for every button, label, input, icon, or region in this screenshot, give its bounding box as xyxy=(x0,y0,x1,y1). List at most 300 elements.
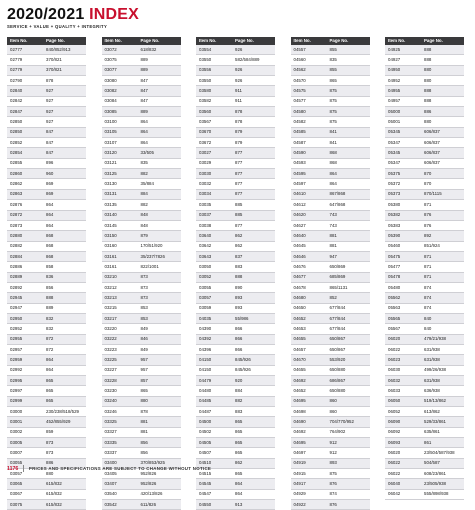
item-number: 03217 xyxy=(104,315,117,321)
item-number: 02872 xyxy=(10,212,23,218)
item-number: 03000 xyxy=(10,408,23,414)
page-reference: 888 xyxy=(424,98,432,104)
page-reference: 873 xyxy=(46,439,54,445)
page-reference: 889 xyxy=(140,57,148,63)
item-number: 03556 xyxy=(199,67,212,73)
item-number: 03059 xyxy=(199,305,212,311)
index-row xyxy=(196,397,275,407)
page-reference: 611/826 xyxy=(140,501,157,507)
page-reference: 499/26/938 xyxy=(424,367,446,373)
page-reference: 865 xyxy=(140,388,148,394)
index-row xyxy=(7,179,86,189)
index-row xyxy=(7,355,86,365)
page-title xyxy=(7,6,139,24)
page-reference: 870 xyxy=(424,170,432,176)
item-number: 04657 xyxy=(293,346,306,352)
item-number: 05347 xyxy=(388,160,401,166)
index-row xyxy=(7,397,86,407)
item-number: 02847 xyxy=(10,108,23,114)
item-number: 04610 xyxy=(293,191,306,197)
page-reference: 881 xyxy=(140,419,148,425)
item-number: 03150 xyxy=(104,232,117,238)
page-number-header: Page No. xyxy=(329,38,349,43)
item-number: 06052 xyxy=(388,408,401,414)
item-number: 04590 xyxy=(293,150,306,156)
page-reference: 370/821 xyxy=(46,67,62,73)
item-number: 03057 xyxy=(199,294,212,300)
page-reference: 877 xyxy=(235,150,243,156)
index-row xyxy=(7,490,86,500)
page-reference: 875 xyxy=(329,88,337,94)
item-number: 05477 xyxy=(388,263,401,269)
page-reference: 864 xyxy=(46,212,54,218)
page-reference: 893 xyxy=(235,305,243,311)
index-row xyxy=(385,386,464,396)
page-reference: 519/13/862 xyxy=(424,398,446,404)
page-reference: 704/770/952 xyxy=(329,419,354,425)
index-row xyxy=(102,448,181,458)
page-reference: 553/920 xyxy=(329,356,346,362)
index-column xyxy=(291,37,370,510)
item-number: 04692 xyxy=(293,377,306,383)
item-number: 03212 xyxy=(104,284,117,290)
item-number: 03227 xyxy=(104,367,117,373)
item-number: 04925 xyxy=(388,46,401,52)
item-number: 06093 xyxy=(388,439,401,445)
index-row xyxy=(7,324,86,334)
page-reference: 582/584/889 xyxy=(235,57,260,63)
index-row xyxy=(102,345,181,355)
index-row xyxy=(7,148,86,158)
page-reference: 877 xyxy=(235,222,243,228)
item-number: 06032 xyxy=(388,377,401,383)
item-number: 02777 xyxy=(10,46,23,52)
page-reference: 868 xyxy=(329,160,337,166)
page-reference: 615/832 xyxy=(46,501,62,507)
item-number: 05567 xyxy=(388,325,401,331)
index-row xyxy=(7,231,86,241)
item-number: 04392 xyxy=(199,336,212,342)
page-reference: 832 xyxy=(46,325,54,331)
index-row xyxy=(7,169,86,179)
item-number: 05345 xyxy=(388,150,401,156)
index-row xyxy=(385,117,464,127)
page-reference: 840/852/913 xyxy=(46,46,71,52)
page-reference: 871 xyxy=(424,201,432,207)
item-number: 04690 xyxy=(293,419,306,425)
item-number: 02884 xyxy=(10,253,23,259)
page-reference: 913 xyxy=(235,501,243,507)
index-row xyxy=(7,97,86,107)
page-reference: 853 xyxy=(140,305,148,311)
page-reference: 952/826 xyxy=(140,481,157,487)
page-reference: 865 xyxy=(235,429,243,435)
item-number: 06023 xyxy=(388,356,401,362)
index-row xyxy=(385,211,464,221)
item-number: 02889 xyxy=(10,274,23,280)
page-reference: 677/844 xyxy=(329,325,346,331)
index-row xyxy=(385,66,464,76)
item-number: 05565 xyxy=(388,315,401,321)
page-reference: 875 xyxy=(329,98,337,104)
index-row xyxy=(196,169,275,179)
index-row xyxy=(196,97,275,107)
index-row xyxy=(102,211,181,221)
page-reference: 864 xyxy=(329,181,337,187)
item-number: 04577 xyxy=(293,98,306,104)
page-reference: 855 xyxy=(329,46,337,52)
item-number: 04580 xyxy=(293,108,306,114)
index-row xyxy=(385,293,464,303)
index-row xyxy=(291,407,370,417)
index-row xyxy=(7,293,86,303)
item-number: 02779 xyxy=(10,67,23,73)
page-reference: 862 xyxy=(235,243,243,249)
item-number: 03001 xyxy=(10,419,23,425)
item-number: 04652 xyxy=(293,388,306,394)
index-row xyxy=(196,314,275,324)
index-row xyxy=(102,55,181,65)
page-reference: 23/504/587/938 xyxy=(424,450,455,456)
item-number: 03160 xyxy=(104,243,117,249)
index-row xyxy=(7,273,86,283)
page-reference: 650/880 xyxy=(329,367,346,373)
index-row xyxy=(196,252,275,262)
page-reference: 927 xyxy=(46,108,54,114)
item-number: 04575 xyxy=(293,88,306,94)
index-row xyxy=(102,500,181,510)
index-row xyxy=(291,438,370,448)
item-number: 02850 xyxy=(10,129,23,135)
item-number: 04562 xyxy=(293,67,306,73)
page-reference: 55/986 xyxy=(235,315,249,321)
page-reference: 868 xyxy=(329,150,337,156)
page-reference: 893 xyxy=(329,460,337,466)
index-row xyxy=(102,117,181,127)
page-reference: 865 xyxy=(235,470,243,476)
item-number: 03643 xyxy=(199,253,212,259)
index-row xyxy=(196,366,275,376)
item-number: 03550 xyxy=(199,77,212,83)
index-row xyxy=(196,479,275,489)
page-reference: 847 xyxy=(46,139,54,145)
page-reference: 877 xyxy=(235,191,243,197)
page-reference: 865 xyxy=(46,398,54,404)
page-reference: 874 xyxy=(424,305,432,311)
index-row xyxy=(102,262,181,272)
page-reference: 871 xyxy=(424,274,432,280)
item-number: 06042 xyxy=(388,491,401,497)
index-row xyxy=(102,438,181,448)
page-reference: 650/880 xyxy=(329,388,346,394)
page-reference: 874 xyxy=(424,294,432,300)
page-reference: 885 xyxy=(235,201,243,207)
item-number: 02992 xyxy=(10,367,23,373)
item-number: 03140 xyxy=(104,212,117,218)
index-header xyxy=(7,6,139,29)
page-reference: 865 xyxy=(235,439,243,445)
page-reference: 864 xyxy=(235,481,243,487)
item-number: 04035 xyxy=(199,315,212,321)
page-reference: 865 xyxy=(46,388,54,394)
index-row xyxy=(7,345,86,355)
index-row xyxy=(385,231,464,241)
index-row xyxy=(7,211,86,221)
index-row xyxy=(385,397,464,407)
item-number: 03037 xyxy=(199,212,212,218)
item-number: 04922 xyxy=(293,501,306,507)
page-reference: 875 xyxy=(329,470,337,476)
index-row xyxy=(196,438,275,448)
item-number: 02882 xyxy=(10,243,23,249)
index-row xyxy=(196,335,275,345)
index-row xyxy=(291,200,370,210)
index-row xyxy=(291,221,370,231)
item-number: 04505 xyxy=(199,439,212,445)
item-number: 04485 xyxy=(199,398,212,404)
page-reference: 879 xyxy=(140,232,148,238)
item-number: 03542 xyxy=(104,501,117,507)
index-row xyxy=(7,262,86,272)
index-row xyxy=(385,242,464,252)
index-row xyxy=(7,448,86,458)
page-reference: 888 xyxy=(424,46,432,52)
item-number: 02840 xyxy=(10,88,23,94)
page-reference: 865 xyxy=(235,450,243,456)
page-reference: 877 xyxy=(235,170,243,176)
item-number: 05460 xyxy=(388,243,401,249)
item-number: 04655 xyxy=(293,367,306,373)
page-reference: 858 xyxy=(46,263,54,269)
index-row xyxy=(385,262,464,272)
index-row xyxy=(102,242,181,252)
page-reference: 864 xyxy=(46,367,54,373)
index-row xyxy=(196,324,275,334)
index-row xyxy=(291,448,370,458)
page-reference: 866 xyxy=(235,346,243,352)
item-number: 04480 xyxy=(199,388,212,394)
index-row xyxy=(291,479,370,489)
index-row xyxy=(196,231,275,241)
index-row xyxy=(102,407,181,417)
item-number: 03050 xyxy=(199,263,212,269)
page-reference: 35/237/7826 xyxy=(140,253,165,259)
item-number: 04510 xyxy=(199,460,212,466)
item-number: 03400 xyxy=(104,460,117,466)
page-reference: 889 xyxy=(140,108,148,114)
page-reference: 613/862 xyxy=(424,408,440,414)
page-reference: 845/926 xyxy=(235,356,251,362)
item-number: 02850 xyxy=(10,119,23,125)
index-row xyxy=(102,417,181,427)
item-number: 03080 xyxy=(104,77,117,83)
item-number: 04502 xyxy=(199,429,212,435)
index-row xyxy=(102,428,181,438)
item-number: 04479 xyxy=(199,377,212,383)
index-row xyxy=(291,293,370,303)
index-row xyxy=(385,128,464,138)
item-number: 04570 xyxy=(293,77,306,83)
item-number: 03240 xyxy=(104,398,117,404)
page-reference: 872 xyxy=(46,336,54,342)
item-number: 05380 xyxy=(388,201,401,207)
page-reference: 957 xyxy=(140,356,148,362)
title-accent: INDEX xyxy=(89,6,139,23)
item-number: 03032 xyxy=(199,181,212,187)
item-number: 06030 xyxy=(388,367,401,373)
index-row xyxy=(385,138,464,148)
item-number: 04698 xyxy=(293,408,306,414)
page-reference: 890 xyxy=(235,284,243,290)
page-reference: 896 xyxy=(46,160,54,166)
page-reference: 882 xyxy=(140,170,148,176)
page-reference: 837 xyxy=(235,253,243,259)
page-reference: 888 xyxy=(235,274,243,280)
page-reference: 608/23/861 xyxy=(424,470,446,476)
index-row xyxy=(196,159,275,169)
index-row xyxy=(385,366,464,376)
item-number: 03072 xyxy=(104,46,117,52)
page-reference: 893 xyxy=(235,294,243,300)
index-row xyxy=(291,262,370,272)
page-reference: 912 xyxy=(329,450,337,456)
page-reference: 636/938 xyxy=(424,388,440,394)
index-row xyxy=(385,469,464,479)
index-column xyxy=(385,37,464,500)
item-number: 03035 xyxy=(199,201,212,207)
index-row xyxy=(291,190,370,200)
item-number: 03077 xyxy=(104,67,117,73)
page-reference: 847 xyxy=(140,98,148,104)
page-reference: 864 xyxy=(46,222,54,228)
item-number: 03223 xyxy=(104,346,117,352)
index-row xyxy=(102,304,181,314)
index-row xyxy=(291,428,370,438)
item-number: 05475 xyxy=(388,253,401,259)
index-row xyxy=(7,335,86,345)
title-year: 2020/2021 xyxy=(7,6,85,23)
page-reference: 847 xyxy=(140,77,148,83)
page-footer xyxy=(7,465,211,472)
item-number: 06090 xyxy=(388,419,401,425)
index-row xyxy=(7,252,86,262)
column-rows xyxy=(7,45,86,510)
page-reference: 883 xyxy=(235,408,243,414)
index-row xyxy=(7,107,86,117)
index-row xyxy=(291,159,370,169)
index-row xyxy=(196,448,275,458)
index-row xyxy=(291,283,370,293)
index-row xyxy=(385,438,464,448)
item-number: 02950 xyxy=(10,315,23,321)
page-reference: 880 xyxy=(46,470,54,476)
item-number: 04676 xyxy=(293,263,306,269)
index-row xyxy=(385,448,464,458)
page-reference: 892 xyxy=(424,232,432,238)
item-number: 04585 xyxy=(293,129,306,135)
item-number: 05000 xyxy=(388,108,401,114)
index-row xyxy=(291,138,370,148)
item-number: 03057 xyxy=(10,470,23,476)
index-row xyxy=(385,76,464,86)
item-number: 03642 xyxy=(199,243,212,249)
item-number: 02997 xyxy=(10,388,23,394)
page-reference: 888 xyxy=(424,88,432,94)
index-row xyxy=(196,304,275,314)
page-reference: 870 xyxy=(424,181,432,187)
index-row xyxy=(102,107,181,117)
page-reference: 862 xyxy=(235,460,243,466)
page-reference: 555/898/938 xyxy=(424,491,449,497)
page-reference: 926 xyxy=(235,67,243,73)
page-reference: 879 xyxy=(235,129,243,135)
page-reference: 841 xyxy=(329,129,337,135)
item-number: 03567 xyxy=(199,119,212,125)
page-reference: 926 xyxy=(235,46,243,52)
page-reference: 606/837 xyxy=(424,139,440,145)
item-number: 03540 xyxy=(104,491,117,497)
page-reference: 911 xyxy=(235,88,242,94)
index-row xyxy=(291,459,370,469)
page-reference: 370/821 xyxy=(46,57,62,63)
index-row xyxy=(291,128,370,138)
index-row xyxy=(385,179,464,189)
item-number: 03130 xyxy=(104,181,117,187)
index-row xyxy=(291,314,370,324)
index-row xyxy=(102,66,181,76)
index-row xyxy=(7,242,86,252)
index-row xyxy=(196,55,275,65)
index-row xyxy=(7,138,86,148)
item-number: 03135 xyxy=(104,201,117,207)
page-reference: 873 xyxy=(140,284,148,290)
index-row xyxy=(7,117,86,127)
page-reference: 927 xyxy=(46,88,54,94)
index-row xyxy=(102,355,181,365)
index-row xyxy=(7,366,86,376)
index-row xyxy=(196,190,275,200)
index-row xyxy=(385,479,464,489)
item-number: 05383 xyxy=(388,222,401,228)
page-reference: 868 xyxy=(46,232,54,238)
item-number: 04697 xyxy=(293,450,306,456)
index-row xyxy=(291,500,370,510)
page-reference: 631/938 xyxy=(424,356,440,362)
item-number: 02790 xyxy=(10,77,23,83)
item-number: 04680 xyxy=(293,294,306,300)
item-number: 03640 xyxy=(199,232,212,238)
index-row xyxy=(102,221,181,231)
item-number: 03407 xyxy=(104,481,117,487)
index-row xyxy=(291,179,370,189)
page-reference: 866 xyxy=(235,325,243,331)
item-number: 04396 xyxy=(199,346,212,352)
index-row xyxy=(102,273,181,283)
index-row xyxy=(196,86,275,96)
page-reference: 855 xyxy=(329,67,337,73)
page-reference: 764/902 xyxy=(329,429,346,435)
page-reference: 880 xyxy=(424,67,432,73)
index-row xyxy=(102,314,181,324)
item-number: 04955 xyxy=(388,88,401,94)
page-reference: 836 xyxy=(46,274,54,280)
index-row xyxy=(291,55,370,65)
page-reference: 878 xyxy=(140,408,148,414)
page-reference: 859 xyxy=(46,429,54,435)
item-number: 04929 xyxy=(293,491,306,497)
item-number: 03027 xyxy=(199,150,212,156)
page-reference: 851/924 xyxy=(424,243,440,249)
